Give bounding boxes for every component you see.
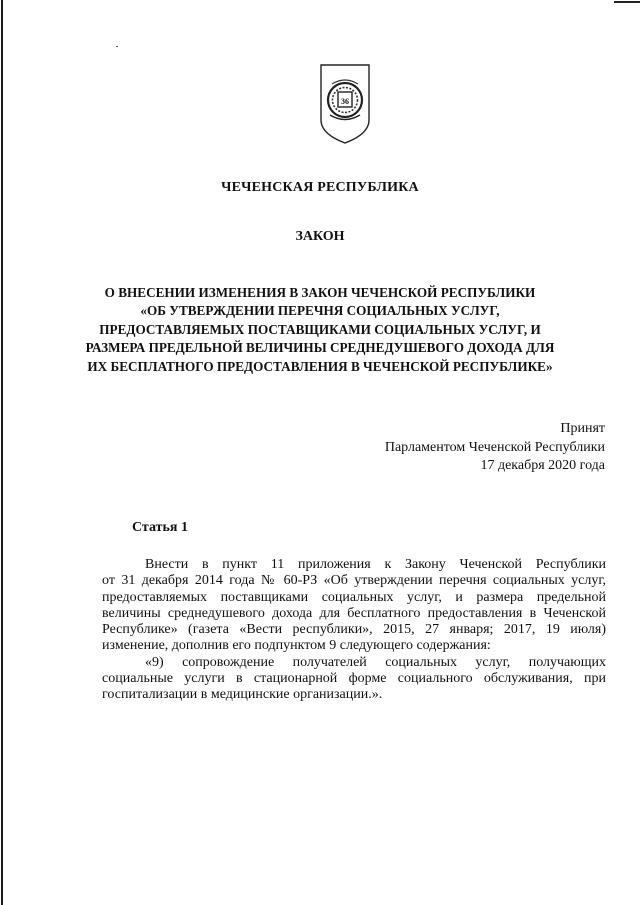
adoption-block <box>385 420 605 476</box>
adoption-date: 17 декабря 2020 года <box>480 458 605 473</box>
adoption-status: Принят <box>560 421 605 436</box>
article-line: госпитализации в медицинские организации.». <box>102 687 383 703</box>
article-line: изменение, дополнив его подпунктом 9 следующего содержания: <box>102 638 491 654</box>
article-line: величины среднедушевого дохода для бесплатного предоставления в Чеченской <box>102 605 606 621</box>
scan-top-mark <box>614 1 640 3</box>
law-title-line: РАЗМЕРА ПРЕДЕЛЬНОЙ ВЕЛИЧИНЫ СРЕДНЕДУШЕВОГО ДОХОДА ДЛЯ <box>85 340 555 356</box>
article-heading: Статья 1 <box>132 520 188 535</box>
article-body <box>102 557 606 704</box>
republic-heading: ЧЕЧЕНСКАЯ РЕСПУБЛИКА <box>221 180 419 195</box>
law-title-line: ИХ БЕСПЛАТНОГО ПРЕДОСТАВЛЕНИЯ В ЧЕЧЕНСКОЙ РЕСПУБЛИКЕ» <box>87 358 553 374</box>
law-title <box>0 284 640 376</box>
law-title-line: ПРЕДОСТАВЛЯЕМЫХ ПОСТАВЩИКАМИ СОЦИАЛЬНЫХ УСЛУГ, И <box>99 321 541 337</box>
svg-text:36: 36 <box>341 97 349 106</box>
coat-of-arms-icon <box>318 62 372 146</box>
scan-speck <box>116 46 118 47</box>
law-title-line: О ВНЕСЕНИИ ИЗМЕНЕНИЯ В ЗАКОН ЧЕЧЕНСКОЙ РЕСПУБЛИКИ <box>104 285 536 300</box>
article-line: от 31 декабря 2014 года № 60-РЗ «Об утверждении перечня социальных услуг, <box>102 573 606 589</box>
article-line: социальные услуги в стационарной форме социального обслуживания, при <box>102 671 606 687</box>
article-line: «9) сопровождение получателей социальных услуг, получающих <box>145 654 606 670</box>
document-type: ЗАКОН <box>295 229 345 244</box>
article-line: Республике» (газета «Вести республики», 2015, 27 января; 2017, 19 июля) <box>102 622 606 638</box>
law-title-line: «ОБ УТВЕРЖДЕНИИ ПЕРЕЧНЯ СОЦИАЛЬНЫХ УСЛУГ, <box>140 303 500 319</box>
article-line: Внести в пункт 11 приложения к Закону Чеченской Республики <box>145 557 606 572</box>
article-line: предоставляемых поставщиками социальных услуг, и размера предельной <box>102 589 606 605</box>
scan-left-edge <box>1 0 3 905</box>
adoption-body: Парламентом Чеченской Республики <box>384 439 605 455</box>
